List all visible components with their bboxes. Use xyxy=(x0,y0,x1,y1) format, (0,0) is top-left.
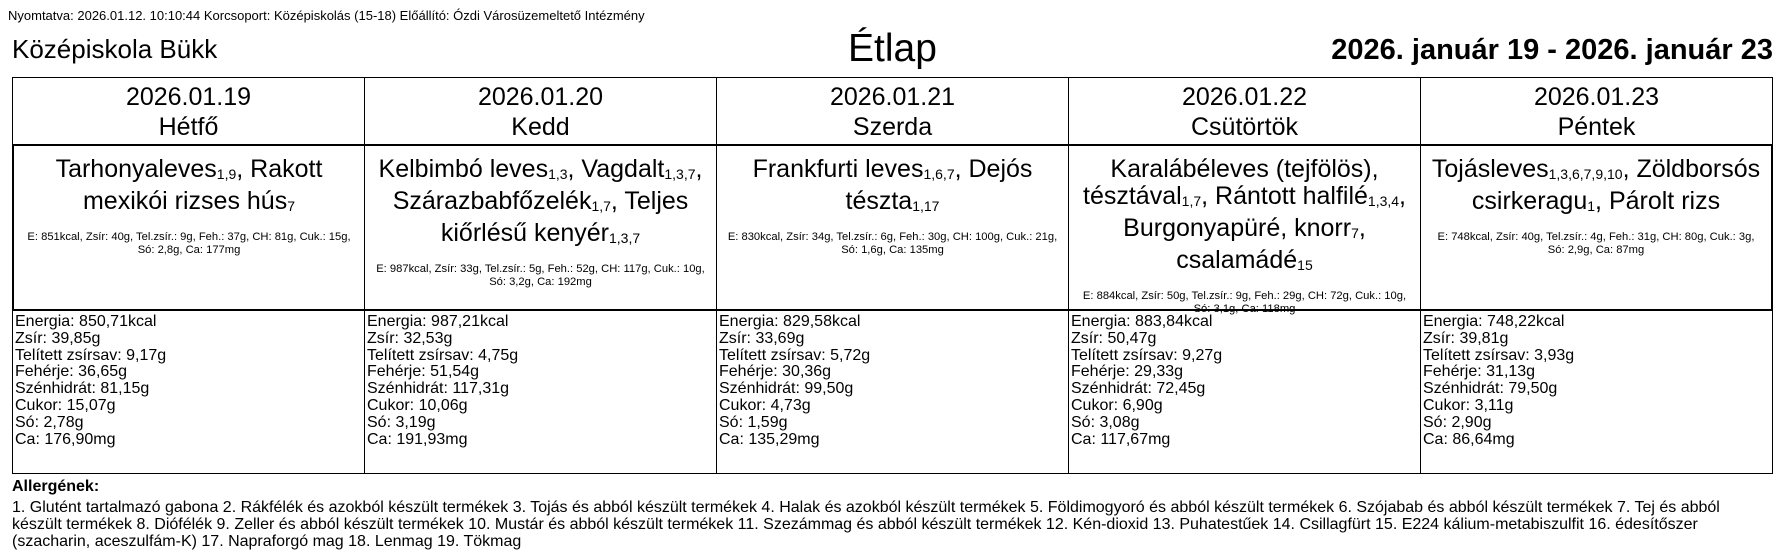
nutrition-calcium: Ca: 86,64mg xyxy=(1423,430,1515,448)
allergen-title: Allergének: xyxy=(12,478,100,495)
meal-cell xyxy=(12,144,364,311)
nutrition-list xyxy=(1069,311,1420,448)
meal-name-text: Tarhonyaleves xyxy=(55,155,217,183)
nutrition-sugar: Cukor: 3,11g xyxy=(1423,396,1514,414)
allergen-legend xyxy=(12,478,1773,550)
nutrition-carbohydrate: Szénhidrát: 72,45g xyxy=(1071,380,1206,398)
meal-name-text: , Rakott mexikói rizses hús xyxy=(82,155,323,215)
meal-name xyxy=(1075,156,1414,279)
day-weekday: Hétfő xyxy=(158,113,219,141)
day-header xyxy=(1421,78,1772,144)
nutrition-protein: Fehérje: 36,65g xyxy=(15,363,128,381)
allergen-codes: 1,3 xyxy=(548,166,568,182)
meal-name-text: Kelbimbó leves xyxy=(378,155,549,183)
nutrition-energy: Energia: 987,21kcal xyxy=(367,313,509,330)
day-header xyxy=(13,78,364,144)
meal-name xyxy=(723,156,1062,220)
meal-nutrition-summary: E: 830kcal, Zsír: 34g, Tel.zsír.: 6g, Feh.: 30g, CH: 100g, Cuk.: 21g, Só: 1,6g, Ca: 135mg xyxy=(727,231,1058,256)
day-weekday: Szerda xyxy=(852,113,933,141)
nutrition-fat: Zsír: 33,69g xyxy=(719,329,805,347)
nutrition-salt: Só: 3,19g xyxy=(367,413,436,431)
nutrition-saturated-fat: Telített zsírsav: 9,17g xyxy=(15,346,167,364)
day-date: 2026.01.22 xyxy=(1181,83,1308,111)
meal-name xyxy=(1427,156,1765,220)
meal-name-text: , Burgonyapüré, knorr xyxy=(1123,182,1406,242)
nutrition-sugar: Cukor: 6,90g xyxy=(1071,396,1163,414)
day-column xyxy=(365,78,717,473)
day-header xyxy=(1069,78,1420,144)
day-column xyxy=(1421,78,1772,473)
allergen-list: 1. Glutént tartalmazó gabona 2. Rákfélék és azokból készült termékek 3. Tojás és abból készült termékek 4. Halak és azokból készült termékek 5. Földimogyoró és abból készült termékek 6. Szójabab és abból készült termékek 7. Tej és abból készült termékek 8. Diófélék 9. Zeller és abból készült termékek 10. Mustár és abból készült termékek 11. Szezámmag és abból készült termékek 12. Kén-dioxid 13. Puhatestűek 14. Csillagfürt 15. E224 kálium-metabiszulfit 16. édesítőszer (szacharin, aceszulfám-K) 17. Napraforgó mag 18. Lenmag 19. Tökmag xyxy=(12,499,1720,550)
nutrition-fat: Zsír: 39,81g xyxy=(1423,329,1509,347)
day-header xyxy=(717,78,1068,144)
nutrition-sugar: Cukor: 15,07g xyxy=(15,396,116,414)
date-range: 2026. január 19 - 2026. január 23 xyxy=(1331,34,1773,66)
nutrition-fat: Zsír: 50,47g xyxy=(1071,329,1157,347)
nutrition-calcium: Ca: 117,67mg xyxy=(1071,430,1171,448)
allergen-codes: 1,9 xyxy=(216,166,237,182)
nutrition-energy: Energia: 748,22kcal xyxy=(1423,313,1565,330)
nutrition-list xyxy=(13,311,364,448)
nutrition-carbohydrate: Szénhidrát: 99,50g xyxy=(719,380,854,398)
allergen-codes: 1,3,7 xyxy=(609,230,641,246)
nutrition-sugar: Cukor: 4,73g xyxy=(719,396,811,414)
nutrition-protein: Fehérje: 31,13g xyxy=(1423,363,1536,381)
meal-name-text: , Dejós tészta xyxy=(845,155,1033,215)
nutrition-saturated-fat: Telített zsírsav: 5,72g xyxy=(719,346,871,364)
day-date: 2026.01.19 xyxy=(125,83,252,111)
nutrition-salt: Só: 3,08g xyxy=(1071,413,1140,431)
print-info: Nyomtatva: 2026.01.12. 10:10:44 Korcsoport: Középiskolás (15-18) Előállító: Ózdi Városüzemeltető Intézmény xyxy=(8,8,645,23)
day-column xyxy=(13,78,365,473)
page-title: Étlap xyxy=(848,27,937,70)
nutrition-saturated-fat: Telített zsírsav: 4,75g xyxy=(367,346,519,364)
day-weekday: Kedd xyxy=(511,113,570,141)
allergen-codes: 1,3,6,7,9,10 xyxy=(1548,166,1623,182)
day-date: 2026.01.23 xyxy=(1533,83,1660,111)
meal-name-text: Tojásleves xyxy=(1431,155,1549,183)
day-column xyxy=(1069,78,1421,473)
meal-nutrition-summary: E: 884kcal, Zsír: 50g, Tel.zsír.: 9g, Feh.: 29g, CH: 72g, Cuk.: 10g, Só: 3,1g, Ca: 118mg xyxy=(1082,290,1407,315)
meal-name xyxy=(20,156,358,220)
nutrition-carbohydrate: Szénhidrát: 117,31g xyxy=(367,380,510,398)
meal-cell xyxy=(1421,144,1773,311)
nutrition-calcium: Ca: 135,29mg xyxy=(719,430,820,448)
nutrition-salt: Só: 2,78g xyxy=(15,413,84,431)
meal-name-text: , Zöldborsós csirkeragu xyxy=(1471,155,1761,215)
allergen-codes: 1,17 xyxy=(912,198,940,214)
meal-nutrition-summary: E: 851kcal, Zsír: 40g, Tel.zsír.: 9g, Feh.: 37g, CH: 81g, Cuk.: 15g, Só: 2,8g, Ca: 177mg xyxy=(27,231,351,256)
day-weekday: Péntek xyxy=(1557,113,1636,141)
day-weekday: Csütörtök xyxy=(1191,113,1298,141)
meal-name-text: Karalábéleves (tejfölös), tésztával xyxy=(1083,155,1379,210)
nutrition-salt: Só: 1,59g xyxy=(719,413,788,431)
nutrition-sugar: Cukor: 10,06g xyxy=(367,396,468,414)
meal-nutrition-summary: E: 748kcal, Zsír: 40g, Tel.zsír.: 4g, Feh.: 31g, CH: 80g, Cuk.: 3g, Só: 2,9g, Ca: 87mg xyxy=(1437,231,1755,256)
meal-name-text: , Rántott halfilé xyxy=(1201,182,1368,210)
allergen-codes: 7 xyxy=(1351,225,1359,241)
allergen-codes: 1,7 xyxy=(1181,193,1202,209)
meal-name-text: , Szárazbabfőzelék xyxy=(392,155,703,215)
meal-name-text: , Teljes kiőrlésű kenyér xyxy=(440,187,689,247)
meal-name-text: Frankfurti leves xyxy=(752,155,924,183)
nutrition-energy: Energia: 883,84kcal xyxy=(1071,313,1213,330)
allergen-codes: 1,6,7 xyxy=(923,166,955,182)
nutrition-fat: Zsír: 32,53g xyxy=(367,329,453,347)
allergen-codes: 1,3,4 xyxy=(1367,193,1400,209)
nutrition-list xyxy=(717,311,1068,448)
meal-name-text: , Párolt rizs xyxy=(1595,187,1721,215)
nutrition-calcium: Ca: 191,93mg xyxy=(367,430,468,448)
day-date: 2026.01.21 xyxy=(829,83,956,111)
nutrition-list xyxy=(1421,311,1772,448)
meal-name-text: , Vagdalt xyxy=(567,155,665,183)
meal-nutrition-summary: E: 987kcal, Zsír: 33g, Tel.zsír.: 5g, Feh.: 52g, CH: 117g, Cuk.: 10g, Só: 3,2g, Ca: 192mg xyxy=(376,263,705,288)
nutrition-fat: Zsír: 39,85g xyxy=(15,329,101,347)
allergen-codes: 1 xyxy=(1587,198,1596,214)
nutrition-protein: Fehérje: 30,36g xyxy=(719,363,832,381)
nutrition-protein: Fehérje: 29,33g xyxy=(1071,363,1184,381)
allergen-codes: 1,7 xyxy=(591,198,611,214)
allergen-codes: 15 xyxy=(1297,257,1313,273)
nutrition-salt: Só: 2,90g xyxy=(1423,413,1492,431)
meal-cell xyxy=(1069,144,1420,315)
meal-name-text: , csalamádé xyxy=(1176,214,1366,274)
meal-name xyxy=(371,156,710,252)
nutrition-calcium: Ca: 176,90mg xyxy=(15,430,116,448)
allergen-codes: 1,3,7 xyxy=(664,166,696,182)
allergen-codes: 7 xyxy=(287,198,296,214)
nutrition-carbohydrate: Szénhidrát: 81,15g xyxy=(15,380,150,398)
nutrition-saturated-fat: Telített zsírsav: 3,93g xyxy=(1423,346,1575,364)
nutrition-energy: Energia: 850,71kcal xyxy=(15,313,157,330)
nutrition-protein: Fehérje: 51,54g xyxy=(367,363,480,381)
nutrition-list xyxy=(365,311,716,448)
nutrition-carbohydrate: Szénhidrát: 79,50g xyxy=(1423,380,1558,398)
school-name: Középiskola Bükk xyxy=(12,34,218,64)
day-column xyxy=(717,78,1069,473)
meal-cell xyxy=(365,144,716,311)
nutrition-saturated-fat: Telített zsírsav: 9,27g xyxy=(1071,346,1223,364)
day-date: 2026.01.20 xyxy=(477,83,604,111)
nutrition-energy: Energia: 829,58kcal xyxy=(719,313,861,330)
day-header xyxy=(365,78,716,144)
menu-grid xyxy=(12,77,1773,474)
meal-cell xyxy=(717,144,1068,311)
